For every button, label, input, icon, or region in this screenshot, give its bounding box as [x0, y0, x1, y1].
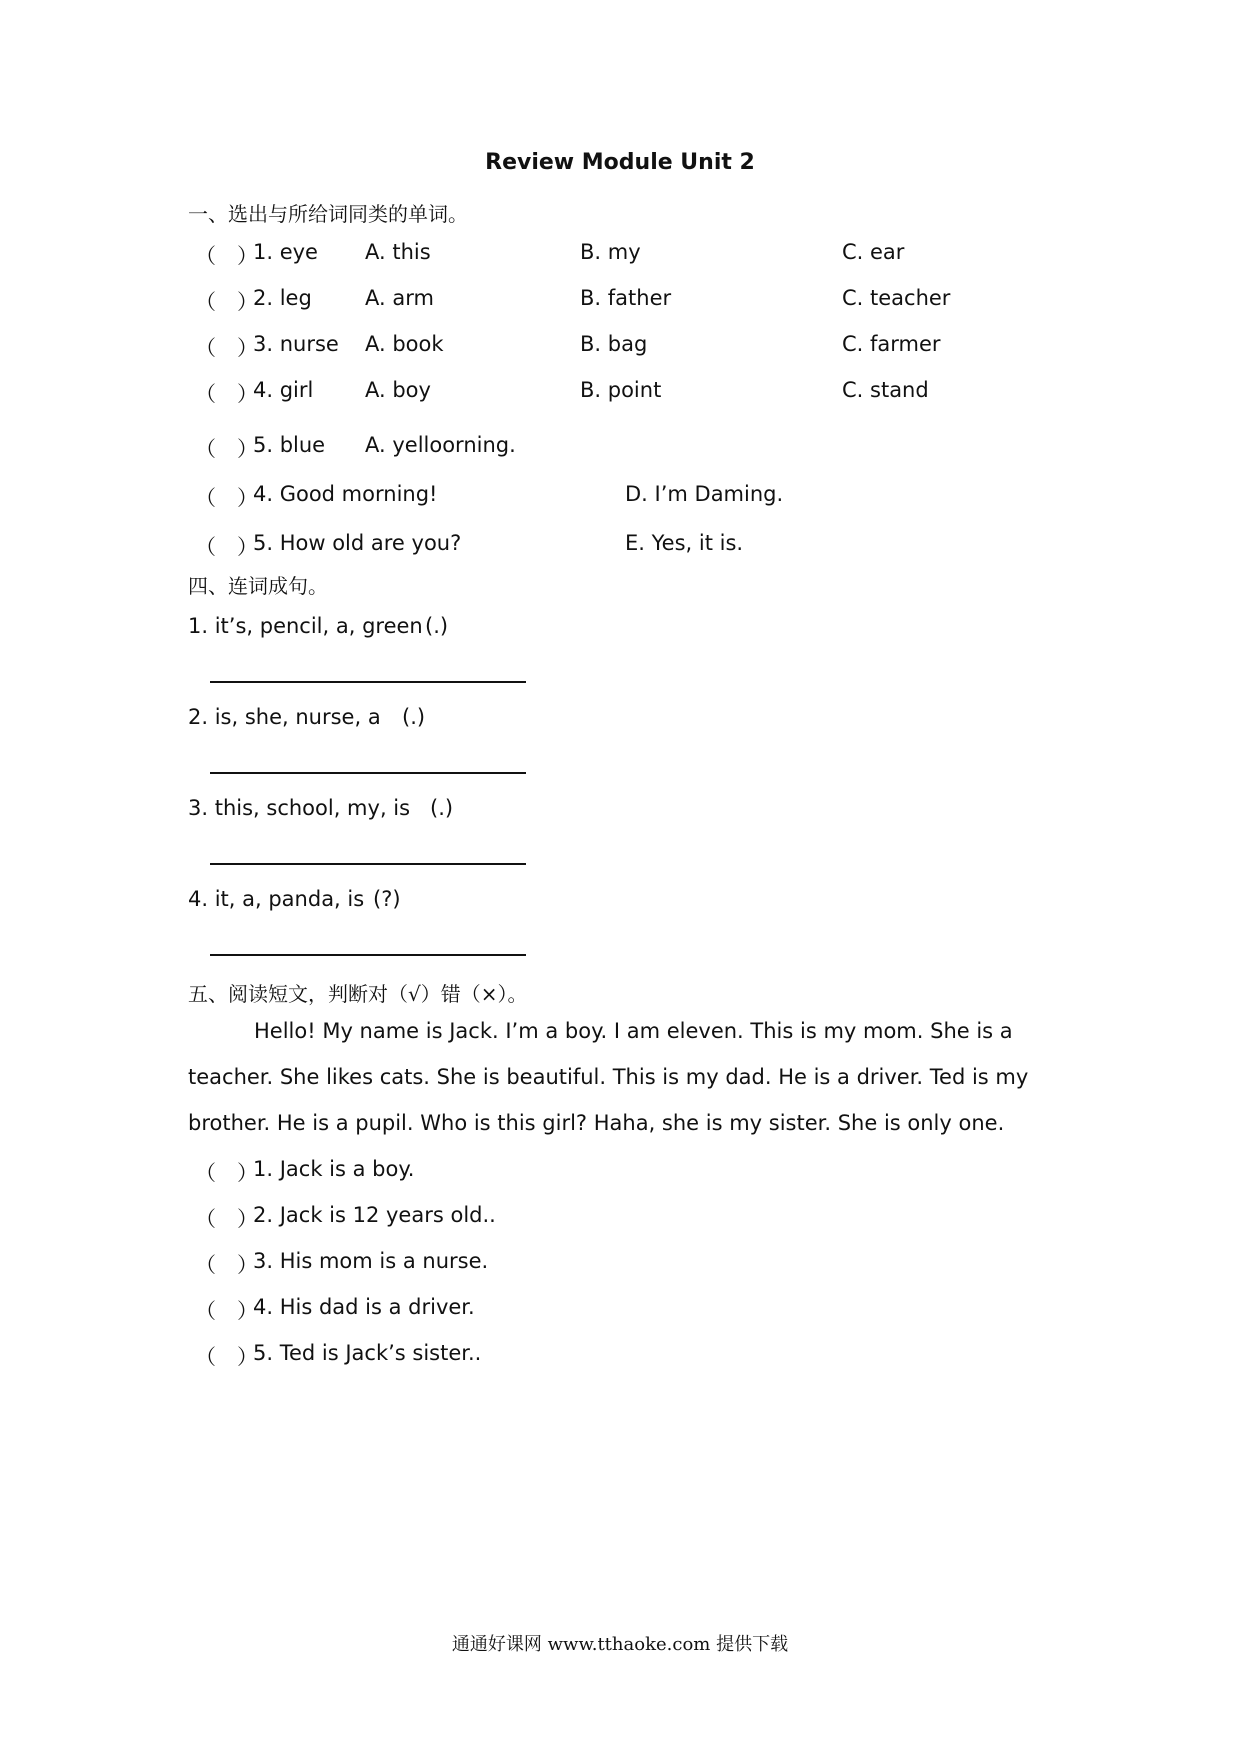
scrambled-words: 1. it’s, pencil, a, green: [188, 614, 423, 638]
statement-text: 2. Jack is 12 years old..: [253, 1203, 496, 1227]
section-5-heading: 五、阅读短文，判断对（√）错（×）。: [188, 982, 528, 1006]
question-word: 5. blue: [253, 433, 326, 457]
answer-bracket[interactable]: （ ）: [195, 290, 258, 314]
page-footer: 通通好课网 www.tthaoke.com 提供下载: [451, 1634, 789, 1655]
matching-question: 5. How old are you?: [253, 531, 462, 555]
answer-bracket[interactable]: （ ）: [195, 1161, 258, 1185]
option-a: A. arm: [365, 286, 434, 310]
option-c: C. teacher: [842, 286, 951, 310]
matching-answer: D. I’m Daming.: [625, 482, 784, 506]
answer-line[interactable]: [210, 863, 526, 865]
answer-bracket[interactable]: （ ）: [195, 336, 258, 360]
question-word: 2. leg: [253, 286, 312, 310]
answer-line[interactable]: [210, 681, 526, 683]
answer-bracket[interactable]: （ ）: [195, 1299, 258, 1323]
passage-text: Hello! My name is Jack. I’m a boy. I am eleven. This is my mom. She is a teacher. She likes cats. She is beautiful. This is my dad. He is a driver. Ted is my brother. He is a pupil. Who is this girl? Haha, she is my sister. She is only one.: [188, 1019, 1029, 1135]
end-punctuation: (.): [425, 614, 449, 638]
option-a: A. this: [365, 240, 431, 264]
question-word: 1. eye: [253, 240, 318, 264]
scrambled-words: 2. is, she, nurse, a: [188, 705, 381, 729]
answer-bracket[interactable]: （ ）: [195, 1253, 258, 1277]
matching-question: 4. Good morning!: [253, 482, 438, 506]
answer-bracket[interactable]: （ ）: [195, 382, 258, 406]
answer-bracket[interactable]: （ ）: [195, 1345, 258, 1369]
statement-text: 5. Ted is Jack’s sister..: [253, 1341, 482, 1365]
option-a: A. boy: [365, 378, 431, 402]
statement-text: 1. Jack is a boy.: [253, 1157, 415, 1181]
answer-bracket[interactable]: （ ）: [195, 437, 258, 461]
statement-text: 4. His dad is a driver.: [253, 1295, 475, 1319]
scrambled-words: 3. this, school, my, is: [188, 796, 411, 820]
page-title: Review Module Unit 2: [485, 150, 755, 175]
end-punctuation: (.): [430, 796, 454, 820]
option-b: B. father: [580, 286, 672, 310]
section-1-heading: 一、选出与所给词同类的单词。: [188, 202, 468, 226]
matching-answer: E. Yes, it is.: [625, 531, 744, 555]
end-punctuation: (?): [373, 887, 401, 911]
answer-bracket[interactable]: （ ）: [195, 486, 258, 510]
question-word: 3. nurse: [253, 332, 339, 356]
option-a: A. book: [365, 332, 444, 356]
option-b: B. point: [580, 378, 662, 402]
scrambled-words: 4. it, a, panda, is: [188, 887, 365, 911]
answer-line[interactable]: [210, 772, 526, 774]
answer-bracket[interactable]: （ ）: [195, 244, 258, 268]
end-punctuation: (.): [402, 705, 426, 729]
option-c: C. ear: [842, 240, 905, 264]
answer-bracket[interactable]: （ ）: [195, 535, 258, 559]
option-b: B. bag: [580, 332, 648, 356]
question-word: 4. girl: [253, 378, 314, 402]
option-c: C. farmer: [842, 332, 941, 356]
option-a: A. yelloorning.: [365, 433, 516, 457]
option-b: B. my: [580, 240, 641, 264]
option-c: C. stand: [842, 378, 929, 402]
statement-text: 3. His mom is a nurse.: [253, 1249, 489, 1273]
answer-bracket[interactable]: （ ）: [195, 1207, 258, 1231]
section-4-heading: 四、连词成句。: [188, 574, 328, 598]
answer-line[interactable]: [210, 954, 526, 956]
reading-passage: [188, 1008, 1058, 1146]
